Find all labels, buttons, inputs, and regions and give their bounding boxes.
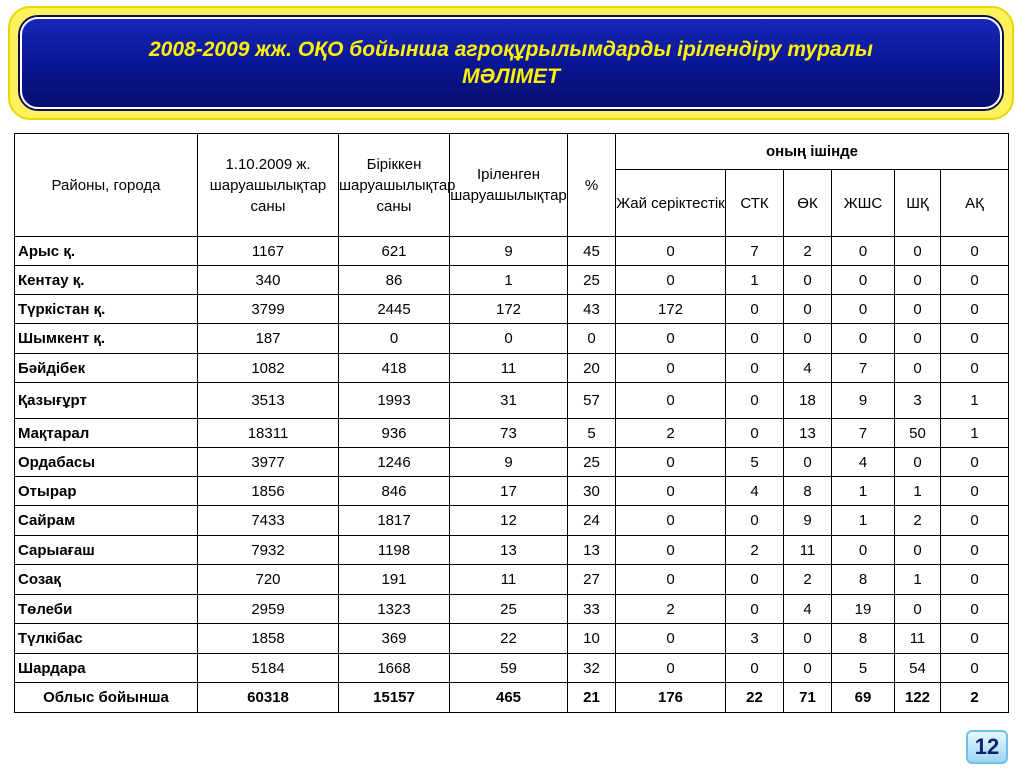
table-cell: 0 bbox=[941, 448, 1009, 477]
total-cell: 60318 bbox=[198, 683, 339, 713]
header-united-farms: Біріккен шаруашылықтар саны bbox=[339, 134, 450, 237]
table-cell: 54 bbox=[895, 654, 941, 683]
table-cell: 0 bbox=[450, 324, 568, 354]
table-cell: 0 bbox=[832, 324, 895, 354]
table-cell: 24 bbox=[568, 506, 616, 536]
table-cell: 1246 bbox=[339, 448, 450, 477]
table-row bbox=[15, 266, 1009, 295]
table-cell: 5 bbox=[568, 419, 616, 448]
table-row bbox=[15, 295, 1009, 324]
header-enlarged-farms: Іріленген шаруашылықтар bbox=[450, 134, 568, 237]
table-cell: 57 bbox=[568, 383, 616, 419]
table-cell: 3 bbox=[895, 383, 941, 419]
table-cell: 2 bbox=[895, 506, 941, 536]
table-row bbox=[15, 536, 1009, 565]
region-name: Түркістан қ. bbox=[15, 295, 198, 324]
table-cell: 0 bbox=[616, 383, 726, 419]
table-cell: 0 bbox=[784, 266, 832, 295]
region-name: Түлкібас bbox=[15, 624, 198, 654]
table-cell: 172 bbox=[450, 295, 568, 324]
table-cell: 1 bbox=[895, 477, 941, 506]
table-cell: 11 bbox=[450, 354, 568, 383]
table-cell: 0 bbox=[726, 419, 784, 448]
table-cell: 2 bbox=[616, 419, 726, 448]
table-cell: 369 bbox=[339, 624, 450, 654]
table-cell: 22 bbox=[450, 624, 568, 654]
region-name: Арыс қ. bbox=[15, 237, 198, 266]
table-cell: 1 bbox=[450, 266, 568, 295]
table-row bbox=[15, 383, 1009, 419]
table-cell: 936 bbox=[339, 419, 450, 448]
table-row bbox=[15, 419, 1009, 448]
table-cell: 418 bbox=[339, 354, 450, 383]
table-cell: 621 bbox=[339, 237, 450, 266]
table-cell: 0 bbox=[941, 506, 1009, 536]
table-cell: 172 bbox=[616, 295, 726, 324]
table-cell: 18 bbox=[784, 383, 832, 419]
table-row bbox=[15, 565, 1009, 595]
table-cell: 0 bbox=[616, 536, 726, 565]
table-cell: 7932 bbox=[198, 536, 339, 565]
table-cell: 0 bbox=[616, 324, 726, 354]
table-cell: 0 bbox=[895, 448, 941, 477]
table-cell: 1082 bbox=[198, 354, 339, 383]
table-cell: 1323 bbox=[339, 595, 450, 624]
table-cell: 2 bbox=[784, 237, 832, 266]
table-cell: 1856 bbox=[198, 477, 339, 506]
region-name: Мақтарал bbox=[15, 419, 198, 448]
table-cell: 187 bbox=[198, 324, 339, 354]
table-cell: 0 bbox=[941, 536, 1009, 565]
header-ak: АҚ bbox=[941, 170, 1009, 237]
table-cell: 846 bbox=[339, 477, 450, 506]
table-cell: 0 bbox=[726, 565, 784, 595]
table-cell: 1 bbox=[895, 565, 941, 595]
region-name: Ордабасы bbox=[15, 448, 198, 477]
region-name: Сайрам bbox=[15, 506, 198, 536]
table-cell: 0 bbox=[832, 295, 895, 324]
table-cell: 25 bbox=[568, 266, 616, 295]
table-cell: 0 bbox=[895, 536, 941, 565]
table-cell: 1198 bbox=[339, 536, 450, 565]
table-cell: 0 bbox=[895, 237, 941, 266]
table-cell: 2 bbox=[784, 565, 832, 595]
table-cell: 0 bbox=[784, 448, 832, 477]
table-cell: 1167 bbox=[198, 237, 339, 266]
table-row bbox=[15, 506, 1009, 536]
table-cell: 0 bbox=[941, 624, 1009, 654]
header-of-which: оның ішінде bbox=[616, 134, 1009, 170]
table-cell: 3977 bbox=[198, 448, 339, 477]
header-ok: ӨК bbox=[784, 170, 832, 237]
table-cell: 3799 bbox=[198, 295, 339, 324]
table-cell: 0 bbox=[941, 354, 1009, 383]
table-cell: 7433 bbox=[198, 506, 339, 536]
table-cell: 30 bbox=[568, 477, 616, 506]
table-cell: 12 bbox=[450, 506, 568, 536]
table-cell: 27 bbox=[568, 565, 616, 595]
header-shk: ШҚ bbox=[895, 170, 941, 237]
table-cell: 0 bbox=[895, 324, 941, 354]
table-cell: 0 bbox=[726, 324, 784, 354]
table-cell: 0 bbox=[895, 295, 941, 324]
table-cell: 9 bbox=[450, 448, 568, 477]
header-region: Районы, города bbox=[15, 134, 198, 237]
table-cell: 7 bbox=[832, 419, 895, 448]
table-cell: 0 bbox=[726, 654, 784, 683]
table-cell: 0 bbox=[941, 295, 1009, 324]
table-cell: 8 bbox=[832, 624, 895, 654]
total-cell: 465 bbox=[450, 683, 568, 713]
table-cell: 9 bbox=[450, 237, 568, 266]
table-cell: 4 bbox=[726, 477, 784, 506]
table-cell: 0 bbox=[616, 266, 726, 295]
total-cell: 71 bbox=[784, 683, 832, 713]
total-cell: 22 bbox=[726, 683, 784, 713]
table-cell: 17 bbox=[450, 477, 568, 506]
table-cell: 11 bbox=[784, 536, 832, 565]
table-cell: 0 bbox=[726, 595, 784, 624]
table-cell: 5 bbox=[726, 448, 784, 477]
region-name: Төлеби bbox=[15, 595, 198, 624]
table-cell: 3 bbox=[726, 624, 784, 654]
table-cell: 13 bbox=[450, 536, 568, 565]
header-farms-count: 1.10.2009 ж. шаруашылықтар саны bbox=[198, 134, 339, 237]
region-name: Кентау қ. bbox=[15, 266, 198, 295]
total-label: Облыс бойынша bbox=[15, 683, 198, 713]
table-cell: 2 bbox=[726, 536, 784, 565]
table-cell: 25 bbox=[450, 595, 568, 624]
region-name: Созақ bbox=[15, 565, 198, 595]
table-row bbox=[15, 654, 1009, 683]
table-cell: 340 bbox=[198, 266, 339, 295]
table-cell: 1858 bbox=[198, 624, 339, 654]
header-percent: % bbox=[568, 134, 616, 237]
data-table bbox=[14, 133, 1009, 713]
table-row bbox=[15, 448, 1009, 477]
table-cell: 0 bbox=[941, 477, 1009, 506]
table-cell: 3513 bbox=[198, 383, 339, 419]
table-cell: 0 bbox=[726, 383, 784, 419]
table-cell: 31 bbox=[450, 383, 568, 419]
table-cell: 7 bbox=[726, 237, 784, 266]
table-cell: 0 bbox=[832, 237, 895, 266]
table-cell: 25 bbox=[568, 448, 616, 477]
table-cell: 11 bbox=[895, 624, 941, 654]
table-cell: 0 bbox=[339, 324, 450, 354]
table-cell: 0 bbox=[784, 654, 832, 683]
header-simple-partnership: Жай серіктестік bbox=[616, 170, 726, 237]
total-cell: 15157 bbox=[339, 683, 450, 713]
table-row bbox=[15, 595, 1009, 624]
table-cell: 8 bbox=[784, 477, 832, 506]
table-cell: 0 bbox=[726, 354, 784, 383]
table-cell: 0 bbox=[616, 565, 726, 595]
table-cell: 9 bbox=[832, 383, 895, 419]
table-cell: 4 bbox=[832, 448, 895, 477]
table-cell: 59 bbox=[450, 654, 568, 683]
table-cell: 9 bbox=[784, 506, 832, 536]
region-name: Бәйдібек bbox=[15, 354, 198, 383]
table-cell: 13 bbox=[568, 536, 616, 565]
table-cell: 0 bbox=[941, 324, 1009, 354]
table-cell: 4 bbox=[784, 354, 832, 383]
table-cell: 0 bbox=[895, 595, 941, 624]
total-cell: 122 bbox=[895, 683, 941, 713]
total-cell: 2 bbox=[941, 683, 1009, 713]
table-cell: 0 bbox=[616, 477, 726, 506]
table-cell: 1 bbox=[941, 383, 1009, 419]
page-number-badge: 12 bbox=[966, 730, 1008, 764]
table-cell: 8 bbox=[832, 565, 895, 595]
table-cell: 1668 bbox=[339, 654, 450, 683]
table-cell: 2959 bbox=[198, 595, 339, 624]
table-cell: 2445 bbox=[339, 295, 450, 324]
table-cell: 0 bbox=[941, 266, 1009, 295]
table-cell: 1 bbox=[832, 506, 895, 536]
table-cell: 0 bbox=[616, 506, 726, 536]
table-cell: 45 bbox=[568, 237, 616, 266]
table-cell: 0 bbox=[568, 324, 616, 354]
table-cell: 13 bbox=[784, 419, 832, 448]
table-cell: 10 bbox=[568, 624, 616, 654]
table-cell: 4 bbox=[784, 595, 832, 624]
table-row bbox=[15, 354, 1009, 383]
table-cell: 1817 bbox=[339, 506, 450, 536]
title-banner bbox=[20, 17, 1002, 109]
table-cell: 18311 bbox=[198, 419, 339, 448]
region-name: Шардара bbox=[15, 654, 198, 683]
title-frame bbox=[8, 6, 1014, 120]
table-row bbox=[15, 624, 1009, 654]
table-cell: 0 bbox=[616, 448, 726, 477]
table-cell: 0 bbox=[941, 654, 1009, 683]
table-cell: 0 bbox=[616, 654, 726, 683]
total-cell: 69 bbox=[832, 683, 895, 713]
table-cell: 1 bbox=[832, 477, 895, 506]
total-row bbox=[15, 683, 1009, 713]
table-cell: 20 bbox=[568, 354, 616, 383]
table-cell: 0 bbox=[784, 324, 832, 354]
table-cell: 191 bbox=[339, 565, 450, 595]
table-row bbox=[15, 324, 1009, 354]
table-cell: 720 bbox=[198, 565, 339, 595]
table-cell: 1993 bbox=[339, 383, 450, 419]
table-cell: 86 bbox=[339, 266, 450, 295]
table-cell: 0 bbox=[726, 295, 784, 324]
title-line-1: 2008-2009 жж. ОҚО бойынша агроқұрылымдарды ірілендіру туралы bbox=[149, 38, 873, 61]
table-cell: 19 bbox=[832, 595, 895, 624]
table-cell: 0 bbox=[616, 237, 726, 266]
table-cell: 0 bbox=[832, 266, 895, 295]
table-cell: 0 bbox=[941, 565, 1009, 595]
table-cell: 11 bbox=[450, 565, 568, 595]
region-name: Шымкент қ. bbox=[15, 324, 198, 354]
table-cell: 0 bbox=[726, 506, 784, 536]
region-name: Сарыағаш bbox=[15, 536, 198, 565]
table-cell: 0 bbox=[616, 624, 726, 654]
table-cell: 0 bbox=[784, 624, 832, 654]
table-cell: 5 bbox=[832, 654, 895, 683]
header-zhshs: ЖШС bbox=[832, 170, 895, 237]
table-cell: 73 bbox=[450, 419, 568, 448]
table-cell: 0 bbox=[616, 354, 726, 383]
total-cell: 176 bbox=[616, 683, 726, 713]
region-name: Отырар bbox=[15, 477, 198, 506]
table-cell: 43 bbox=[568, 295, 616, 324]
table-cell: 0 bbox=[895, 266, 941, 295]
table-cell: 50 bbox=[895, 419, 941, 448]
table-cell: 0 bbox=[941, 595, 1009, 624]
table-cell: 32 bbox=[568, 654, 616, 683]
table-cell: 33 bbox=[568, 595, 616, 624]
table-cell: 1 bbox=[726, 266, 784, 295]
table-cell: 0 bbox=[832, 536, 895, 565]
region-name: Қазығұрт bbox=[15, 383, 198, 419]
table-row bbox=[15, 237, 1009, 266]
table-cell: 7 bbox=[832, 354, 895, 383]
table-cell: 0 bbox=[895, 354, 941, 383]
total-cell: 21 bbox=[568, 683, 616, 713]
table-cell: 0 bbox=[941, 237, 1009, 266]
table-cell: 1 bbox=[941, 419, 1009, 448]
header-stk: СТК bbox=[726, 170, 784, 237]
table-cell: 2 bbox=[616, 595, 726, 624]
table-cell: 0 bbox=[784, 295, 832, 324]
table-row bbox=[15, 477, 1009, 506]
title-line-2: МӘЛІМЕТ bbox=[462, 65, 560, 88]
table-cell: 5184 bbox=[198, 654, 339, 683]
